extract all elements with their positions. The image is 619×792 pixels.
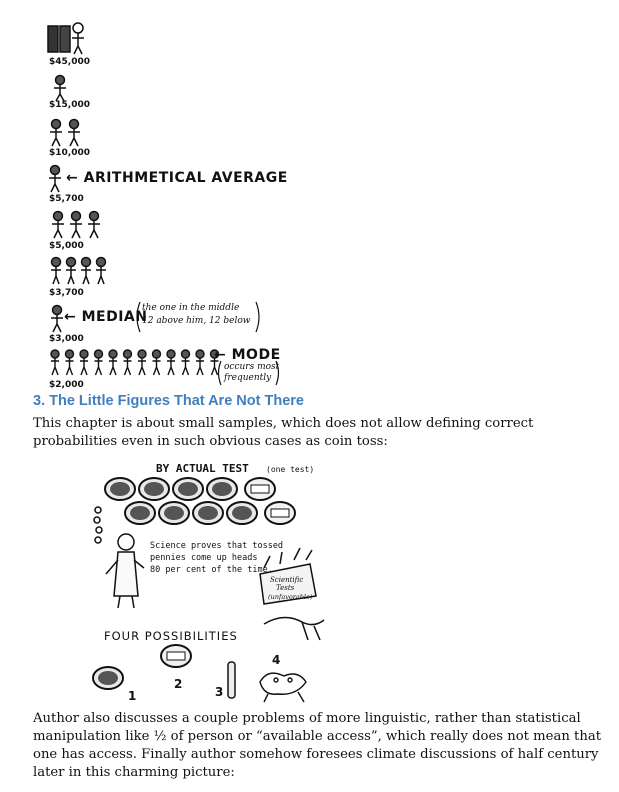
coin-toss-cartoon (88, 456, 348, 706)
coin-possibility-1 (93, 667, 123, 689)
salary-label-15000: $15,000 (49, 100, 90, 110)
people-icons-3700 (48, 256, 114, 288)
average-label: ARITHMETICAL AVERAGE (83, 170, 288, 186)
arithmetical-average-annotation: ← ARITHMETICAL AVERAGE (66, 170, 288, 186)
coin-heads (105, 478, 135, 500)
salary-label-45000: $45,000 (49, 57, 90, 67)
median-note-line-1: the one in the middle (142, 303, 240, 313)
people-icons-5000 (48, 210, 110, 242)
median-annotation: ← MEDIAN (64, 309, 148, 325)
coin-heads (125, 502, 155, 524)
coin-on-edge (228, 662, 235, 698)
coin-possibility-2 (161, 645, 191, 667)
crate-label-line-2: Tests (276, 584, 295, 592)
section-heading: 3. The Little Figures That Are Not There (33, 393, 304, 409)
section-intro-paragraph: This chapter is about small samples, which does not allow defining correct probabilities even in such obvious cases as coin toss: (33, 416, 534, 449)
possibility-number-1: 1 (128, 689, 137, 703)
person-icon-15000 (48, 74, 78, 102)
median-label: MEDIAN (81, 309, 148, 325)
science-caption-line-1: Science proves that tossed (150, 541, 284, 551)
closing-paragraph: Author also discusses a couple problems of more linguistic, rather than statistical manipulation like ½ of person or “available access”, which really does not mean that one has access. Finally author somehow foresees climate discussions of half century later in this charming picture: (33, 711, 601, 780)
salary-label-3000: $3,000 (49, 334, 84, 344)
science-caption-line-3: 80 per cent of the time. (150, 565, 273, 575)
crate-label-line-1: Scientific (270, 576, 304, 584)
four-possibilities-label: FOUR POSSIBILITIES (104, 629, 238, 643)
salary-label-5000: $5,000 (49, 241, 84, 251)
crate-label-line-3: (unfavorable) (268, 593, 313, 601)
test-subtitle: (one test) (266, 465, 315, 474)
people-icons-10000 (46, 118, 90, 148)
possibility-number-4: 4 (272, 653, 281, 667)
bird-hand-illustration (264, 617, 324, 640)
coin-heads (173, 478, 203, 500)
mode-note-line-1: occurs most (224, 362, 280, 372)
mode-note-line-2: frequently (224, 373, 272, 383)
people-icons-45000 (44, 20, 104, 56)
people-icons-2000 (48, 348, 226, 380)
mode-label: MODE (231, 347, 281, 363)
coin-tails (265, 502, 295, 524)
possibility-number-3: 3 (215, 685, 224, 699)
coin-heads (193, 502, 223, 524)
coin-heads (139, 478, 169, 500)
science-caption-line-2: pennies come up heads (150, 553, 258, 563)
salary-label-10000: $10,000 (49, 148, 90, 158)
coin-heads (227, 502, 257, 524)
median-note-line-2: 12 above him, 12 below (142, 316, 251, 326)
salary-label-3700: $3,700 (49, 288, 84, 298)
mode-annotation: ← MODE (214, 347, 281, 363)
possibility-number-2: 2 (174, 677, 183, 691)
coin-heads (159, 502, 189, 524)
test-title: BY ACTUAL TEST (156, 462, 249, 475)
creature-illustration (260, 673, 306, 702)
salary-label-5700: $5,700 (49, 194, 84, 204)
salary-label-2000: $2,000 (49, 380, 84, 390)
coin-heads (207, 478, 237, 500)
coin-tails (245, 478, 275, 500)
